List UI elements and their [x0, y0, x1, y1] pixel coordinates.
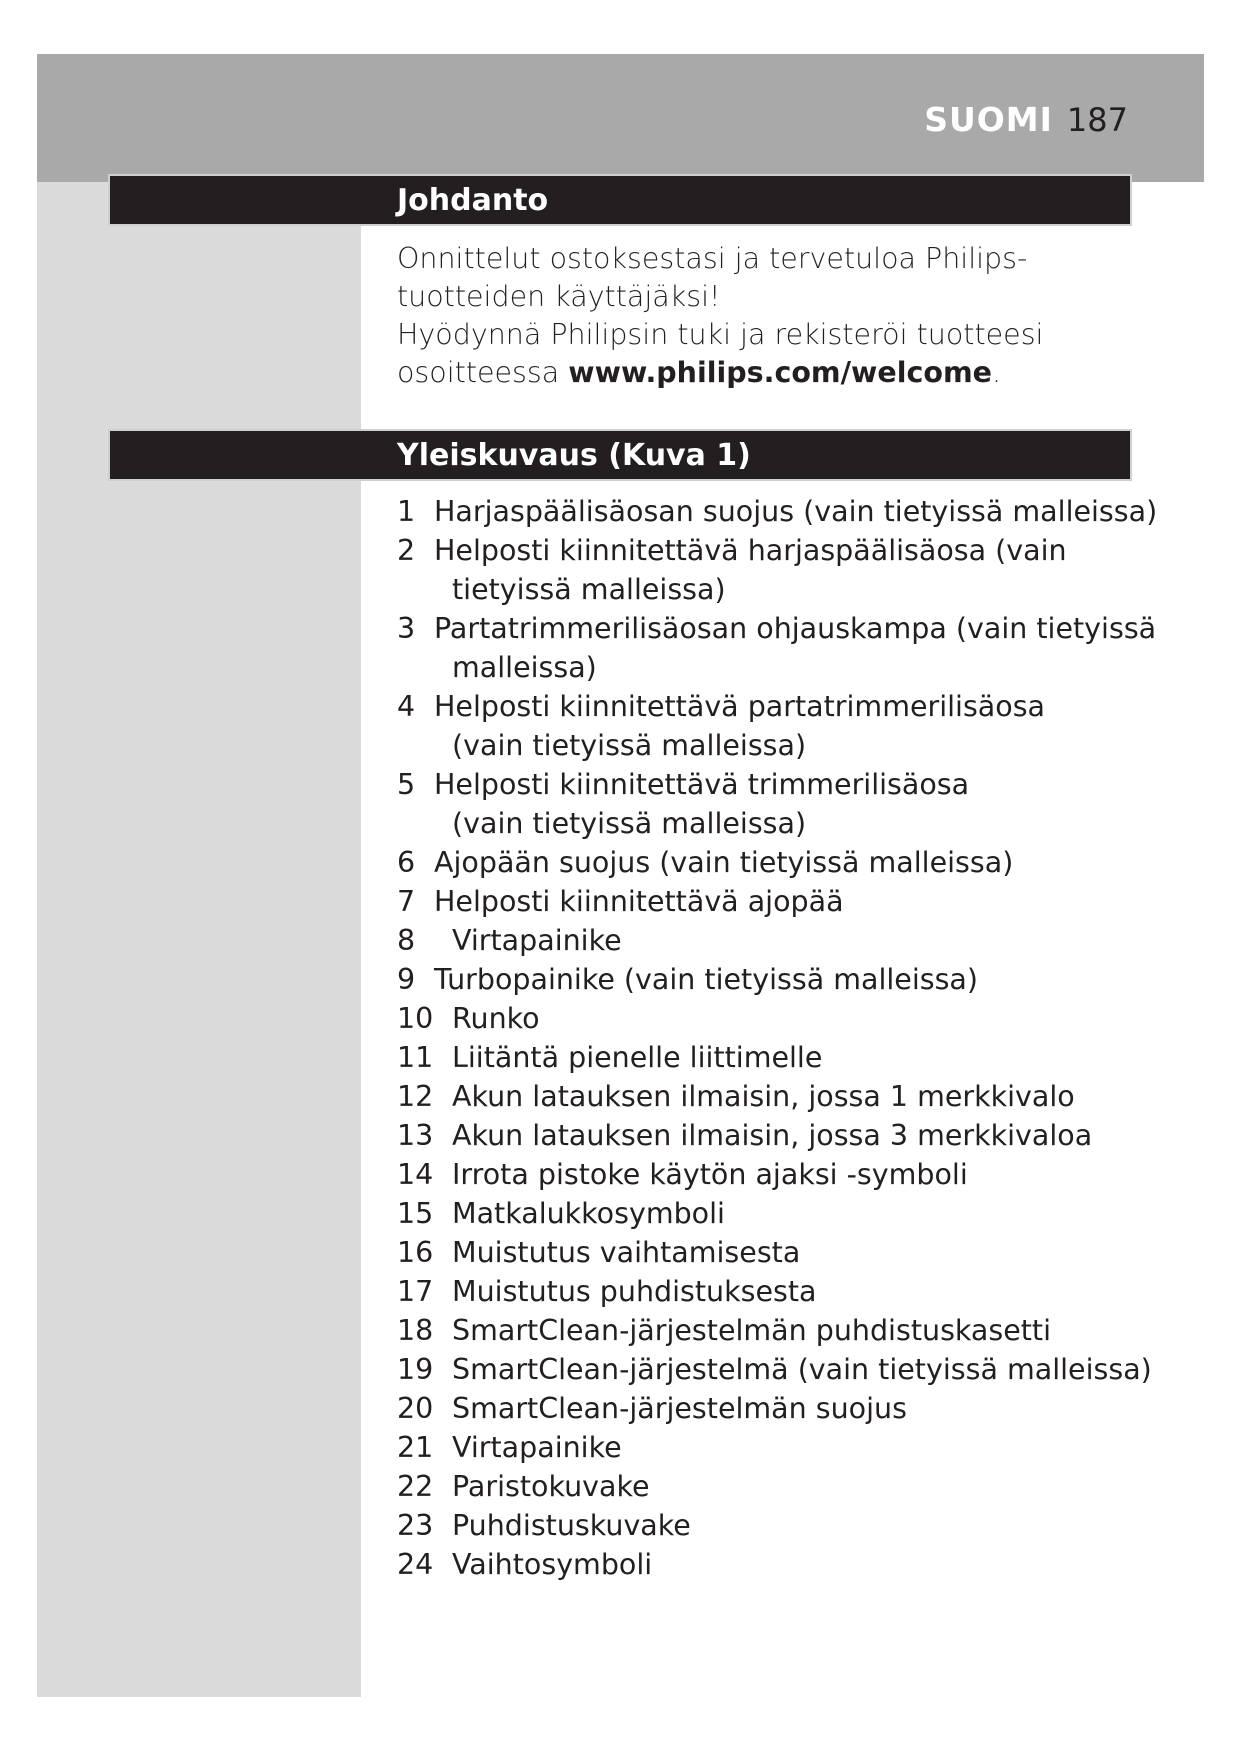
list-item: [397, 531, 1157, 609]
list-item: [397, 609, 1157, 687]
list-item-number: 21: [397, 1431, 434, 1464]
list-item-text: Paristokuvake: [452, 1470, 650, 1503]
list-item-row: [397, 531, 1157, 570]
list-item-text: SmartClean-järjestelmän puhdistuskasetti: [452, 1314, 1052, 1347]
list-item-continuation: malleissa): [452, 651, 597, 684]
list-item-number: 5: [397, 768, 416, 801]
list-item: [397, 1389, 1157, 1428]
list-item: [397, 1155, 1157, 1194]
list-item: [397, 1233, 1157, 1272]
intro-line: Onnittelut ostoksestasi ja tervetuloa Philips-: [397, 242, 1028, 275]
list-item-row: [397, 1350, 1157, 1389]
list-item-text: Virtapainike: [452, 924, 622, 957]
url-suffix: .: [991, 356, 1002, 389]
list-item-number: 7: [397, 885, 416, 918]
list-item-text: Helposti kiinnitettävä partatrimmerilisäosa: [434, 690, 1046, 723]
list-item: [397, 882, 1157, 921]
list-item-number: 22: [397, 1470, 434, 1503]
list-item-text: Helposti kiinnitettävä trimmerilisäosa: [434, 768, 970, 801]
list-item-row: [397, 843, 1157, 882]
list-item-row: [397, 960, 1157, 999]
list-item-row: [397, 1311, 1157, 1350]
list-item-number: 20: [397, 1392, 434, 1425]
list-item-row: [397, 687, 1157, 726]
list-item-number: 9: [397, 963, 416, 996]
list-item-text: Puhdistuskuvake: [452, 1509, 691, 1542]
list-item-number: 4: [397, 690, 416, 723]
welcome-url: www.philips.com/welcome: [568, 356, 992, 389]
intro-url-line: [397, 354, 1137, 392]
list-item-row: [397, 1194, 1157, 1233]
list-item: [397, 1116, 1157, 1155]
list-item-text: Ajopään suojus (vain tietyissä malleissa): [434, 846, 1014, 879]
list-item-row: [397, 765, 1157, 804]
list-item-number: 18: [397, 1314, 434, 1347]
list-item-row: [397, 1506, 1157, 1545]
list-item: [397, 999, 1157, 1038]
list-item-row: [397, 921, 1157, 960]
list-item-number: 11: [397, 1041, 434, 1074]
list-item-number: 12: [397, 1080, 434, 1113]
list-item-number: 19: [397, 1353, 434, 1386]
list-item-text: Harjaspäälisäosan suojus (vain tietyissä malleissa): [434, 495, 1158, 528]
list-item-text: SmartClean-järjestelmä (vain tietyissä malleissa): [452, 1353, 1152, 1386]
list-item: [397, 687, 1157, 765]
list-item: [397, 921, 1157, 960]
list-item-continuation: (vain tietyissä malleissa): [452, 729, 807, 762]
section-title: Johdanto: [397, 183, 549, 218]
list-item-text: Helposti kiinnitettävä harjaspäälisäosa (vain: [434, 534, 1067, 567]
list-item-number: 2: [397, 534, 416, 567]
list-item-number: 17: [397, 1275, 434, 1308]
list-item-text: Irrota pistoke käytön ajaksi -symboli: [452, 1158, 968, 1191]
list-item: [397, 1545, 1157, 1584]
section-heading-johdanto: [110, 176, 1130, 224]
list-item-row: [397, 609, 1157, 648]
list-item-text: Partatrimmerilisäosan ohjauskampa (vain tietyissä: [434, 612, 1157, 645]
parts-list: [397, 492, 1157, 1584]
list-item-number: 1: [397, 495, 416, 528]
list-item-row: [397, 1428, 1157, 1467]
list-item-row: [397, 1116, 1157, 1155]
list-item-text: Helposti kiinnitettävä ajopää: [434, 885, 844, 918]
list-item: [397, 1428, 1157, 1467]
list-item-continuation: (vain tietyissä malleissa): [452, 807, 807, 840]
side-margin-band: [37, 182, 361, 1697]
list-item: [397, 1194, 1157, 1233]
list-item: [397, 1506, 1157, 1545]
language-label: SUOMI: [924, 100, 1053, 139]
list-item-text: SmartClean-järjestelmän suojus: [452, 1392, 907, 1425]
list-item-row: [397, 882, 1157, 921]
list-item-row: [397, 1272, 1157, 1311]
list-item-text: Virtapainike: [452, 1431, 622, 1464]
list-item-continuation: tietyissä malleissa): [452, 573, 726, 606]
list-item-row: [397, 1038, 1157, 1077]
list-item-text: Akun latauksen ilmaisin, jossa 3 merkkivaloa: [452, 1119, 1093, 1152]
list-item-text: Vaihtosymboli: [452, 1548, 653, 1581]
list-item-text: Muistutus vaihtamisesta: [452, 1236, 801, 1269]
list-item-number: 24: [397, 1548, 434, 1581]
list-item: [397, 1311, 1157, 1350]
list-item-row: [397, 999, 1157, 1038]
url-prefix: osoitteessa: [397, 356, 569, 389]
list-item: [397, 765, 1157, 843]
page-number: 187: [1066, 101, 1128, 139]
list-item-text: Runko: [452, 1002, 540, 1035]
list-item-number: 23: [397, 1509, 434, 1542]
list-item-number: 8: [397, 924, 416, 957]
intro-line: tuotteiden käyttäjäksi!: [397, 280, 721, 313]
list-item-text: Turbopainike (vain tietyissä malleissa): [434, 963, 979, 996]
list-item-row: [397, 1233, 1157, 1272]
list-item-row: [397, 1545, 1157, 1584]
list-item-row: [397, 1155, 1157, 1194]
list-item-row: [397, 1077, 1157, 1116]
list-item: [397, 1077, 1157, 1116]
page-header: [0, 100, 1128, 139]
list-item-number: 16: [397, 1236, 434, 1269]
list-item-number: 10: [397, 1002, 434, 1035]
list-item: [397, 492, 1157, 531]
list-item: [397, 960, 1157, 999]
list-item: [397, 843, 1157, 882]
list-item-text: Matkalukkosymboli: [452, 1197, 725, 1230]
list-item: [397, 1350, 1157, 1389]
list-item: [397, 1272, 1157, 1311]
list-item-row: [397, 492, 1157, 531]
list-item-number: 6: [397, 846, 416, 879]
list-item-text: Liitäntä pienelle liittimelle: [452, 1041, 823, 1074]
list-item-number: 3: [397, 612, 416, 645]
list-item-number: 15: [397, 1197, 434, 1230]
intro-paragraph: [397, 240, 1137, 392]
list-item-row: [397, 1467, 1157, 1506]
list-item: [397, 1038, 1157, 1077]
section-heading-yleiskuvaus: [110, 431, 1130, 479]
list-item-number: 14: [397, 1158, 434, 1191]
list-item: [397, 1467, 1157, 1506]
list-item-row: [397, 1389, 1157, 1428]
list-item-number: 13: [397, 1119, 434, 1152]
intro-line: Hyödynnä Philipsin tuki ja rekisteröi tuotteesi: [397, 318, 1044, 351]
list-item-text: Akun latauksen ilmaisin, jossa 1 merkkivalo: [452, 1080, 1075, 1113]
section-title: Yleiskuvaus (Kuva 1): [397, 438, 751, 473]
list-item-text: Muistutus puhdistuksesta: [452, 1275, 817, 1308]
